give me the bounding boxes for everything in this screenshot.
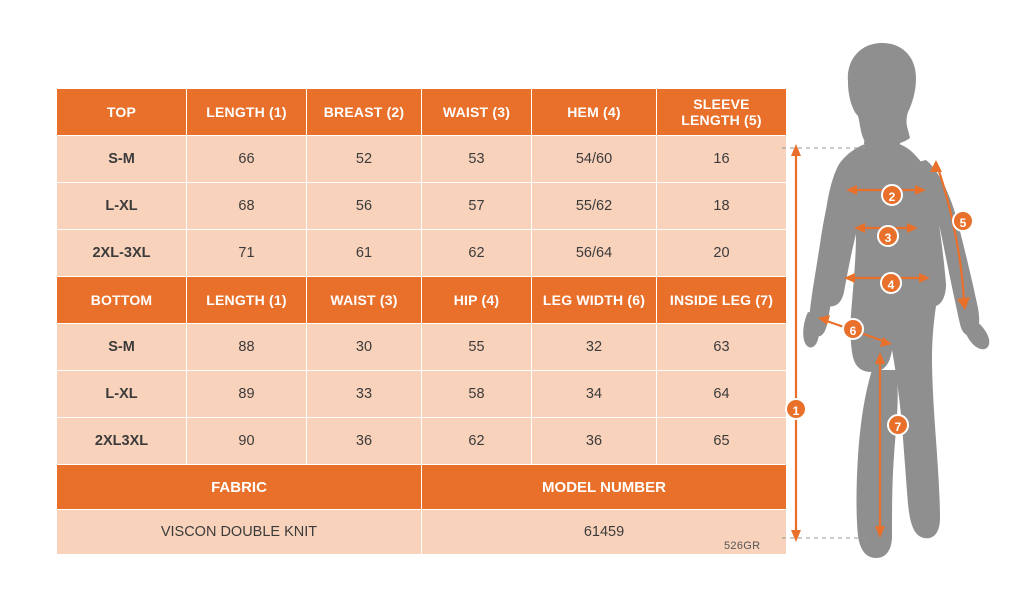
top-header-row [57,89,787,136]
column-header-breast: BREAST (2) [307,89,422,136]
fabric-header-row [57,465,787,510]
cell: 64 [657,371,787,418]
column-header-waist: WAIST (3) [422,89,532,136]
table-row [57,324,787,371]
row-label: L-XL [57,183,187,230]
column-header-waist-bottom: WAIST (3) [307,277,422,324]
measurement-figure [760,20,1024,580]
cell: 33 [307,371,422,418]
cell: 68 [187,183,307,230]
cell: 36 [307,418,422,465]
row-label: L-XL [57,371,187,418]
cell: 53 [422,136,532,183]
badge-5: 5 [952,210,974,232]
cell: 16 [657,136,787,183]
column-header-length-bottom: LENGTH (1) [187,277,307,324]
cell: 36 [532,418,657,465]
size-chart-table [56,88,787,555]
column-header-leg-width: LEG WIDTH (6) [532,277,657,324]
row-label: S-M [57,136,187,183]
row-label: 2XL3XL [57,418,187,465]
cell: 34 [532,371,657,418]
cell: 66 [187,136,307,183]
column-header-top: TOP [57,89,187,136]
cell: 56/64 [532,230,657,277]
badge-3: 3 [877,225,899,247]
model-code-label: 526GR [724,540,761,552]
fabric-value-row [57,510,787,555]
badge-6: 6 [842,318,864,340]
table-row [57,418,787,465]
cell: 32 [532,324,657,371]
figure-svg [760,20,1024,580]
cell: 63 [657,324,787,371]
column-header-length: LENGTH (1) [187,89,307,136]
table-row [57,136,787,183]
table-row [57,183,787,230]
column-header-hem: HEM (4) [532,89,657,136]
cell: 71 [187,230,307,277]
cell: 89 [187,371,307,418]
cell: 56 [307,183,422,230]
cell: 55/62 [532,183,657,230]
sleeve-header-line1: SLEEVE [693,95,750,112]
cell: 57 [422,183,532,230]
cell: 62 [422,230,532,277]
bottom-header-row [57,277,787,324]
cell: 65 [657,418,787,465]
cell: 90 [187,418,307,465]
row-label: S-M [57,324,187,371]
badge-4: 4 [880,272,902,294]
cell: 62 [422,418,532,465]
cell: 20 [657,230,787,277]
column-header-hip: HIP (4) [422,277,532,324]
badge-2: 2 [881,184,903,206]
cell: 54/60 [532,136,657,183]
cell: 58 [422,371,532,418]
model-number-value: 61459 [422,510,787,555]
cell: 30 [307,324,422,371]
cell: 61 [307,230,422,277]
fabric-value: VISCON DOUBLE KNIT [57,510,422,555]
column-header-bottom: BOTTOM [57,277,187,324]
badge-7: 7 [887,414,909,436]
cell: 52 [307,136,422,183]
column-header-inside-leg: INSIDE LEG (7) [657,277,787,324]
table-row [57,371,787,418]
cell: 18 [657,183,787,230]
cell: 88 [187,324,307,371]
table-row [57,230,787,277]
fabric-header: FABRIC [57,465,422,510]
model-number-header: MODEL NUMBER [422,465,787,510]
sleeve-header-line2: LENGTH (5) [681,112,762,128]
badge-1: 1 [785,398,807,420]
cell: 55 [422,324,532,371]
row-label: 2XL-3XL [57,230,187,277]
